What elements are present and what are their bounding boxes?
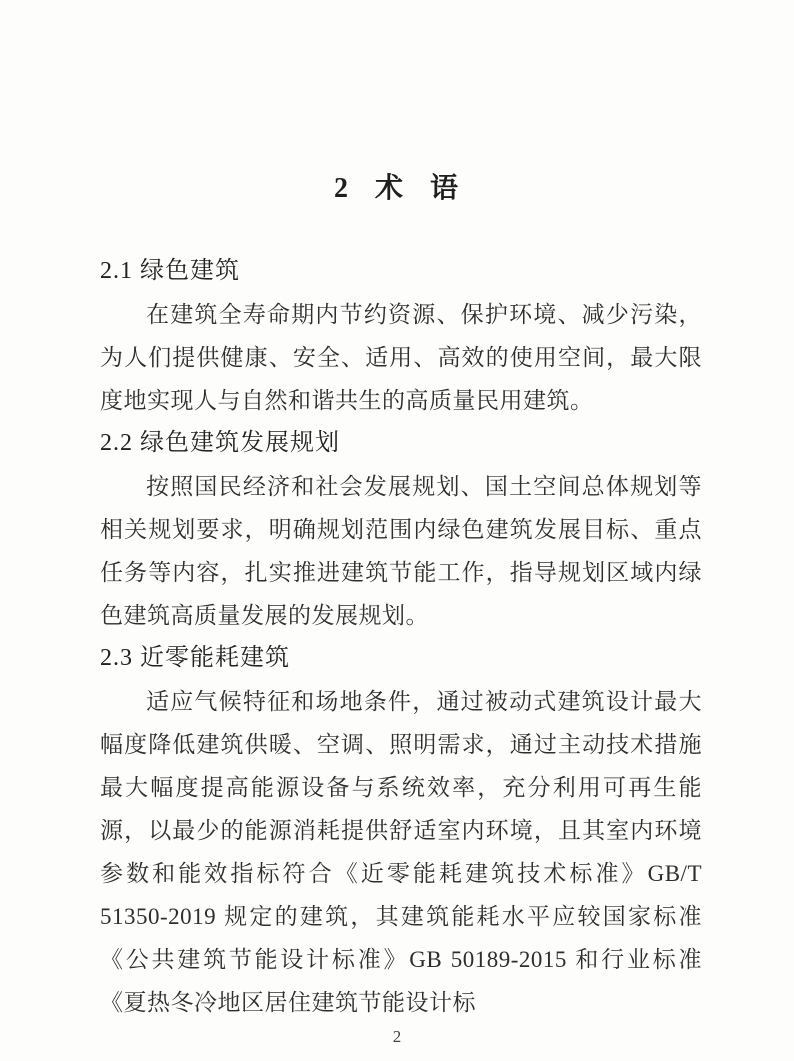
- section-green-building-development-plan: [100, 422, 702, 637]
- section-heading-2-1: 2.1 绿色建筑: [100, 258, 240, 284]
- page-number: 2: [392, 1027, 402, 1046]
- section-paragraph-2-2: 按照国民经济和社会发展规划、国土空间总体规划等相关规划要求，明确规划范围内绿色建筑发展目标、重点任务等内容，扎实推进建筑节能工作，指导规划区域内绿色建筑高质量发展的发展规划。: [100, 474, 702, 628]
- section-heading-2-3: 2.3 近零能耗建筑: [100, 645, 290, 671]
- section-green-building: [100, 250, 702, 422]
- section-paragraph-2-3: 适应气候特征和场地条件，通过被动式建筑设计最大幅度降低建筑供暖、空调、照明需求，通过主动技术措施最大幅度提高能源设备与系统效率，充分利用可再生能源，以最少的能源消耗提供舒适室内环境，且其室内环境参数和能效指标符合《近零能耗建筑技术标准》GB/T 51350-2019 规定的建筑，其建筑能耗水平应较国家标准《公共建筑节能设计标准》GB 50189-2015 和行业标准《夏热冬冷地区居住建筑节能设计标: [100, 689, 702, 1015]
- section-near-zero-energy-building: [100, 637, 702, 1024]
- page-title: 2 术 语: [333, 173, 468, 204]
- document-content: [100, 250, 702, 1024]
- section-paragraph-2-1: 在建筑全寿命期内节约资源、保护环境、减少污染，为人们提供健康、安全、适用、高效的使用空间，最大限度地实现人与自然和谐共生的高质量民用建筑。: [100, 302, 702, 413]
- section-heading-2-2: 2.2 绿色建筑发展规划: [100, 430, 340, 456]
